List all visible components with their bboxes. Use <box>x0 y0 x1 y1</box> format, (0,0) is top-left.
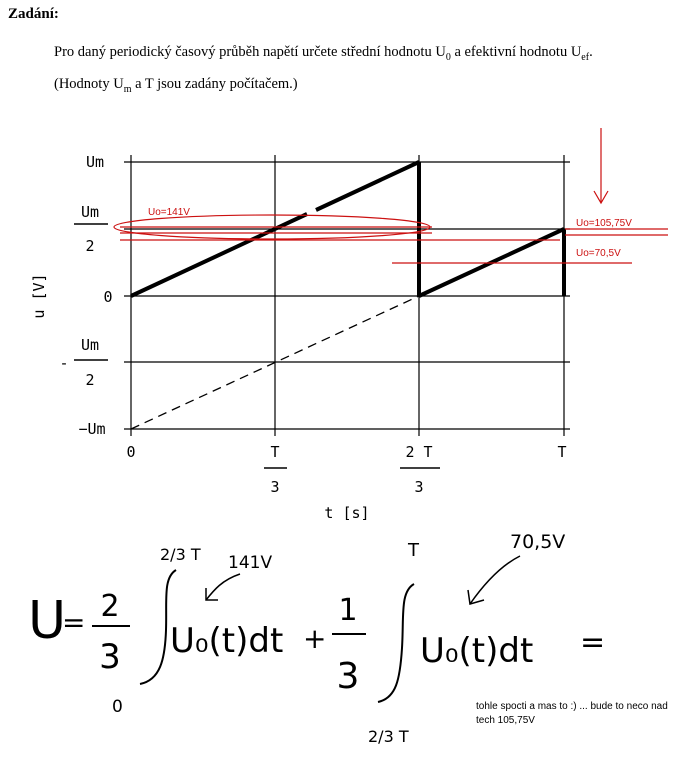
note-line1: tohle spocti a mas to :) ... bude to neco nad <box>476 701 668 712</box>
hw-integrand1: U₀(t)dt <box>170 621 284 661</box>
subscript: 0 <box>445 51 451 63</box>
waveform-ramp1-b <box>316 162 419 210</box>
task-text-part: . <box>589 44 593 60</box>
hw-int1-lower: 0 <box>112 697 123 717</box>
xtick-2t3-den: 3 <box>414 478 424 496</box>
ytick-um: Um <box>85 153 105 171</box>
ytick-zero: 0 <box>103 288 113 306</box>
xtick-zero: 0 <box>126 443 136 461</box>
hw-frac1-num: 2 <box>100 589 120 624</box>
uo705-label: Uo=70,5V <box>576 248 621 259</box>
xtick-t3-den: 3 <box>270 478 280 496</box>
hw-eq: = <box>62 606 86 639</box>
ytick-neg-half-num: Um <box>80 336 100 354</box>
task-text-part: (Hodnoty U <box>54 76 124 92</box>
ytick-neg-half-den: 2 <box>85 371 95 389</box>
xtick-2t3-num: 2 T <box>405 443 433 461</box>
note-line2: tech 105,75V <box>476 714 535 726</box>
waveform-ramp1-a <box>131 214 307 296</box>
hw-int1-upper: 2/3 T <box>160 545 201 564</box>
ytick-neg-sign: - <box>59 354 69 372</box>
hw-arrow1-shaft <box>206 574 240 600</box>
subscript: m <box>123 83 132 95</box>
uo10575-label: Uo=105,75V <box>576 218 632 229</box>
hw-frac2-num: 1 <box>338 593 358 628</box>
x-axis-label: t [s] <box>324 504 370 522</box>
hw-arrow2-shaft <box>470 556 520 604</box>
heading: Zadání: <box>8 6 59 22</box>
ytick-half-num: Um <box>80 203 100 221</box>
xtick-t3-num: T <box>270 443 280 461</box>
hw-note2: 70,5V <box>510 531 566 553</box>
hw-frac1-den: 3 <box>99 637 121 677</box>
hw-int2-lower: 2/3 T <box>368 727 409 746</box>
task-text-part: Pro daný periodický časový průběh napětí určete střední hodnotu U <box>54 44 446 60</box>
hw-lhs: U <box>28 591 67 651</box>
hw-equals: = <box>580 625 606 660</box>
handwritten-note <box>476 700 688 727</box>
hw-plus: + <box>303 622 327 655</box>
uo141-label: Uo=141V <box>148 207 190 218</box>
task-text-part: a T jsou zadány počítačem.) <box>131 76 298 92</box>
hw-note1: 141V <box>228 553 273 573</box>
xtick-t: T <box>557 443 567 461</box>
task-text-part: a efektivní hodnotu U <box>450 44 582 60</box>
y-axis-label: u [V] <box>30 273 48 319</box>
hw-frac2-den: 3 <box>336 656 360 697</box>
hw-integral-2 <box>378 584 414 702</box>
hw-integrand2: U₀(t)dt <box>420 631 534 671</box>
red-annotations <box>114 128 668 263</box>
ytick-neg-um: −Um <box>78 420 106 438</box>
subscript: ef <box>581 51 590 63</box>
ytick-half-den: 2 <box>85 237 95 255</box>
hw-int2-upper: T <box>408 540 419 561</box>
